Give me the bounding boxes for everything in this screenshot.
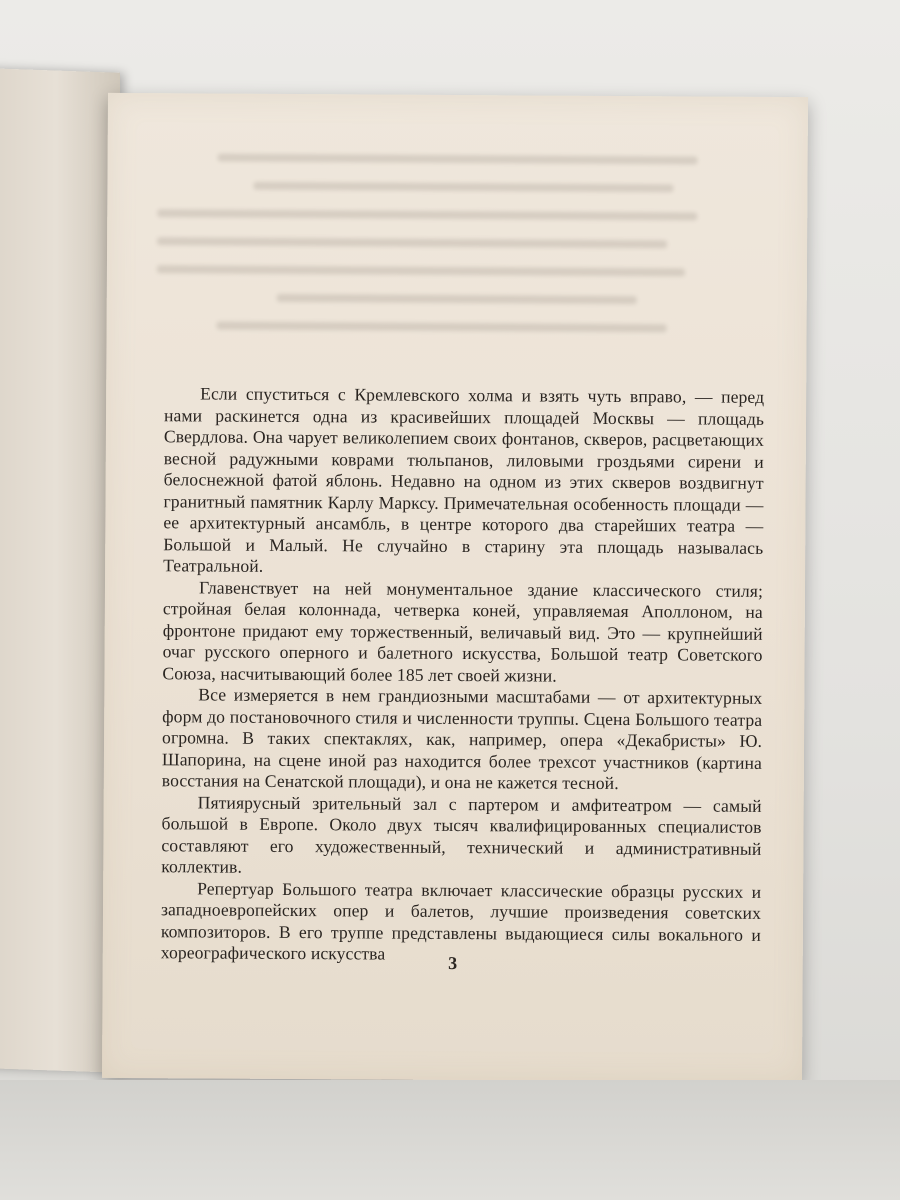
- book-page: [102, 93, 808, 1082]
- paragraph: Все измеряется в нем грандиозными масштабами — от архитектурных форм до постановочного стиля и численности труппы. Сцена Большого театра огромна. В таких спектаклях, как, например, опера «Декабристы» Ю. Шапорина, на сцене иной раз находится более трехсот участников (картина восстания на Сенатской площади), и она не кажется тесной.: [161, 684, 763, 794]
- show-through-text: [156, 133, 758, 387]
- page-number: 3: [448, 952, 458, 974]
- paragraph: Главенствует на ней монументальное здание классического стиля; стройная белая колоннада, четверка коней, управляемая Аполлоном, на фронтоне придают ему торжественный, величавый вид. Это — крупнейший очаг русского оперного и балетного искусства, Большой театр Советского Союза, насчитывающий более 185 лет своей жизни.: [162, 576, 764, 686]
- paragraph: Репертуар Большого театра включает классические образцы русских и западноевропейских опер и балетов, лучшие произведения советских композиторов. В его труппе представлены выдающиеся силы вокального и хореографического искусства: [160, 877, 762, 964]
- paragraph: Если спуститься с Кремлевского холма и взять чуть вправо, — перед нами раскинется одна из красивейших площадей Москвы — площадь Свердлова. Она чарует великолепием своих фонтанов, скверов, расцветающих весной радужными коврами тюльпанов, лиловыми гроздьями сирени и белоснежной фатой яблонь. Недавно на одном из этих скверов воздвигнут гранитный памятник Карлу Марксу. Примечательная особенность площади — ее архитектурный ансамбль, в центре которого два старейших театра — Большой и Малый. Не случайно в старину эта площадь называлась Театральной.: [163, 383, 765, 576]
- body-text: [161, 383, 765, 967]
- paragraph: Пятиярусный зрительный зал с партером и амфитеатром — самый большой в Европе. Около двух тысяч квалифицированных специалистов составляют его художественный, технический и административный коллектив.: [161, 791, 762, 877]
- table-surface: [0, 1080, 900, 1200]
